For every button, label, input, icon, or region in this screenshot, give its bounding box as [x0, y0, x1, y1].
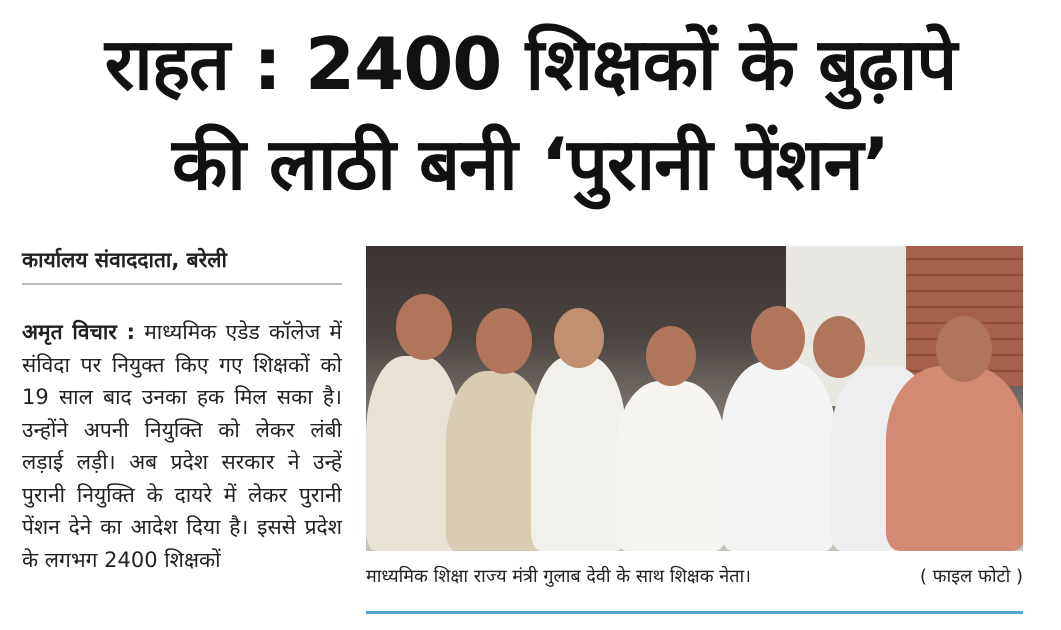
byline-divider	[22, 283, 342, 285]
photo-credit: ( फाइल फोटो )	[919, 566, 1023, 587]
headline-line-1: राहत : 2400 शिक्षकों के बुढ़ापे	[104, 22, 957, 106]
caption-text: माध्यमिक शिक्षा राज्य मंत्री गुलाब देवी के साथ शिक्षक नेता।	[366, 566, 751, 587]
byline: कार्यालय संवाददाता, बरेली	[22, 248, 227, 272]
person-head	[936, 316, 992, 382]
person-head	[813, 316, 865, 378]
person-figure	[886, 366, 1023, 551]
photo-caption	[366, 558, 1023, 592]
person-head	[396, 294, 452, 360]
person-figure	[721, 361, 836, 551]
headline	[0, 14, 1061, 214]
person-head	[476, 308, 532, 374]
article-body	[22, 316, 342, 630]
person-head	[554, 308, 604, 368]
news-photo	[366, 246, 1023, 551]
article-lead: अमृत विचार :	[22, 320, 136, 344]
person-head	[751, 306, 805, 370]
person-figure	[616, 381, 726, 551]
headline-line-2: की लाठी बनी ‘पुरानी पेंशन’	[172, 122, 889, 206]
section-divider	[366, 611, 1023, 614]
article-text: माध्यमिक एडेड कॉलेज में संविदा पर नियुक्त किए गए शिक्षकों को 19 साल बाद उनका हक मिल सका है। उन्होंने अपनी नियुक्ति को लेकर लंबी लड़ाई लड़ी। अब प्रदेश सरकार ने उन्हें पुरानी नियुक्ति के दायरे में लेकर पुरानी पेंशन देने का आदेश दिया है। इससे प्रदेश के लगभग 2400 शिक्षकों	[22, 320, 342, 572]
person-figure	[531, 356, 626, 551]
person-head	[646, 326, 696, 386]
